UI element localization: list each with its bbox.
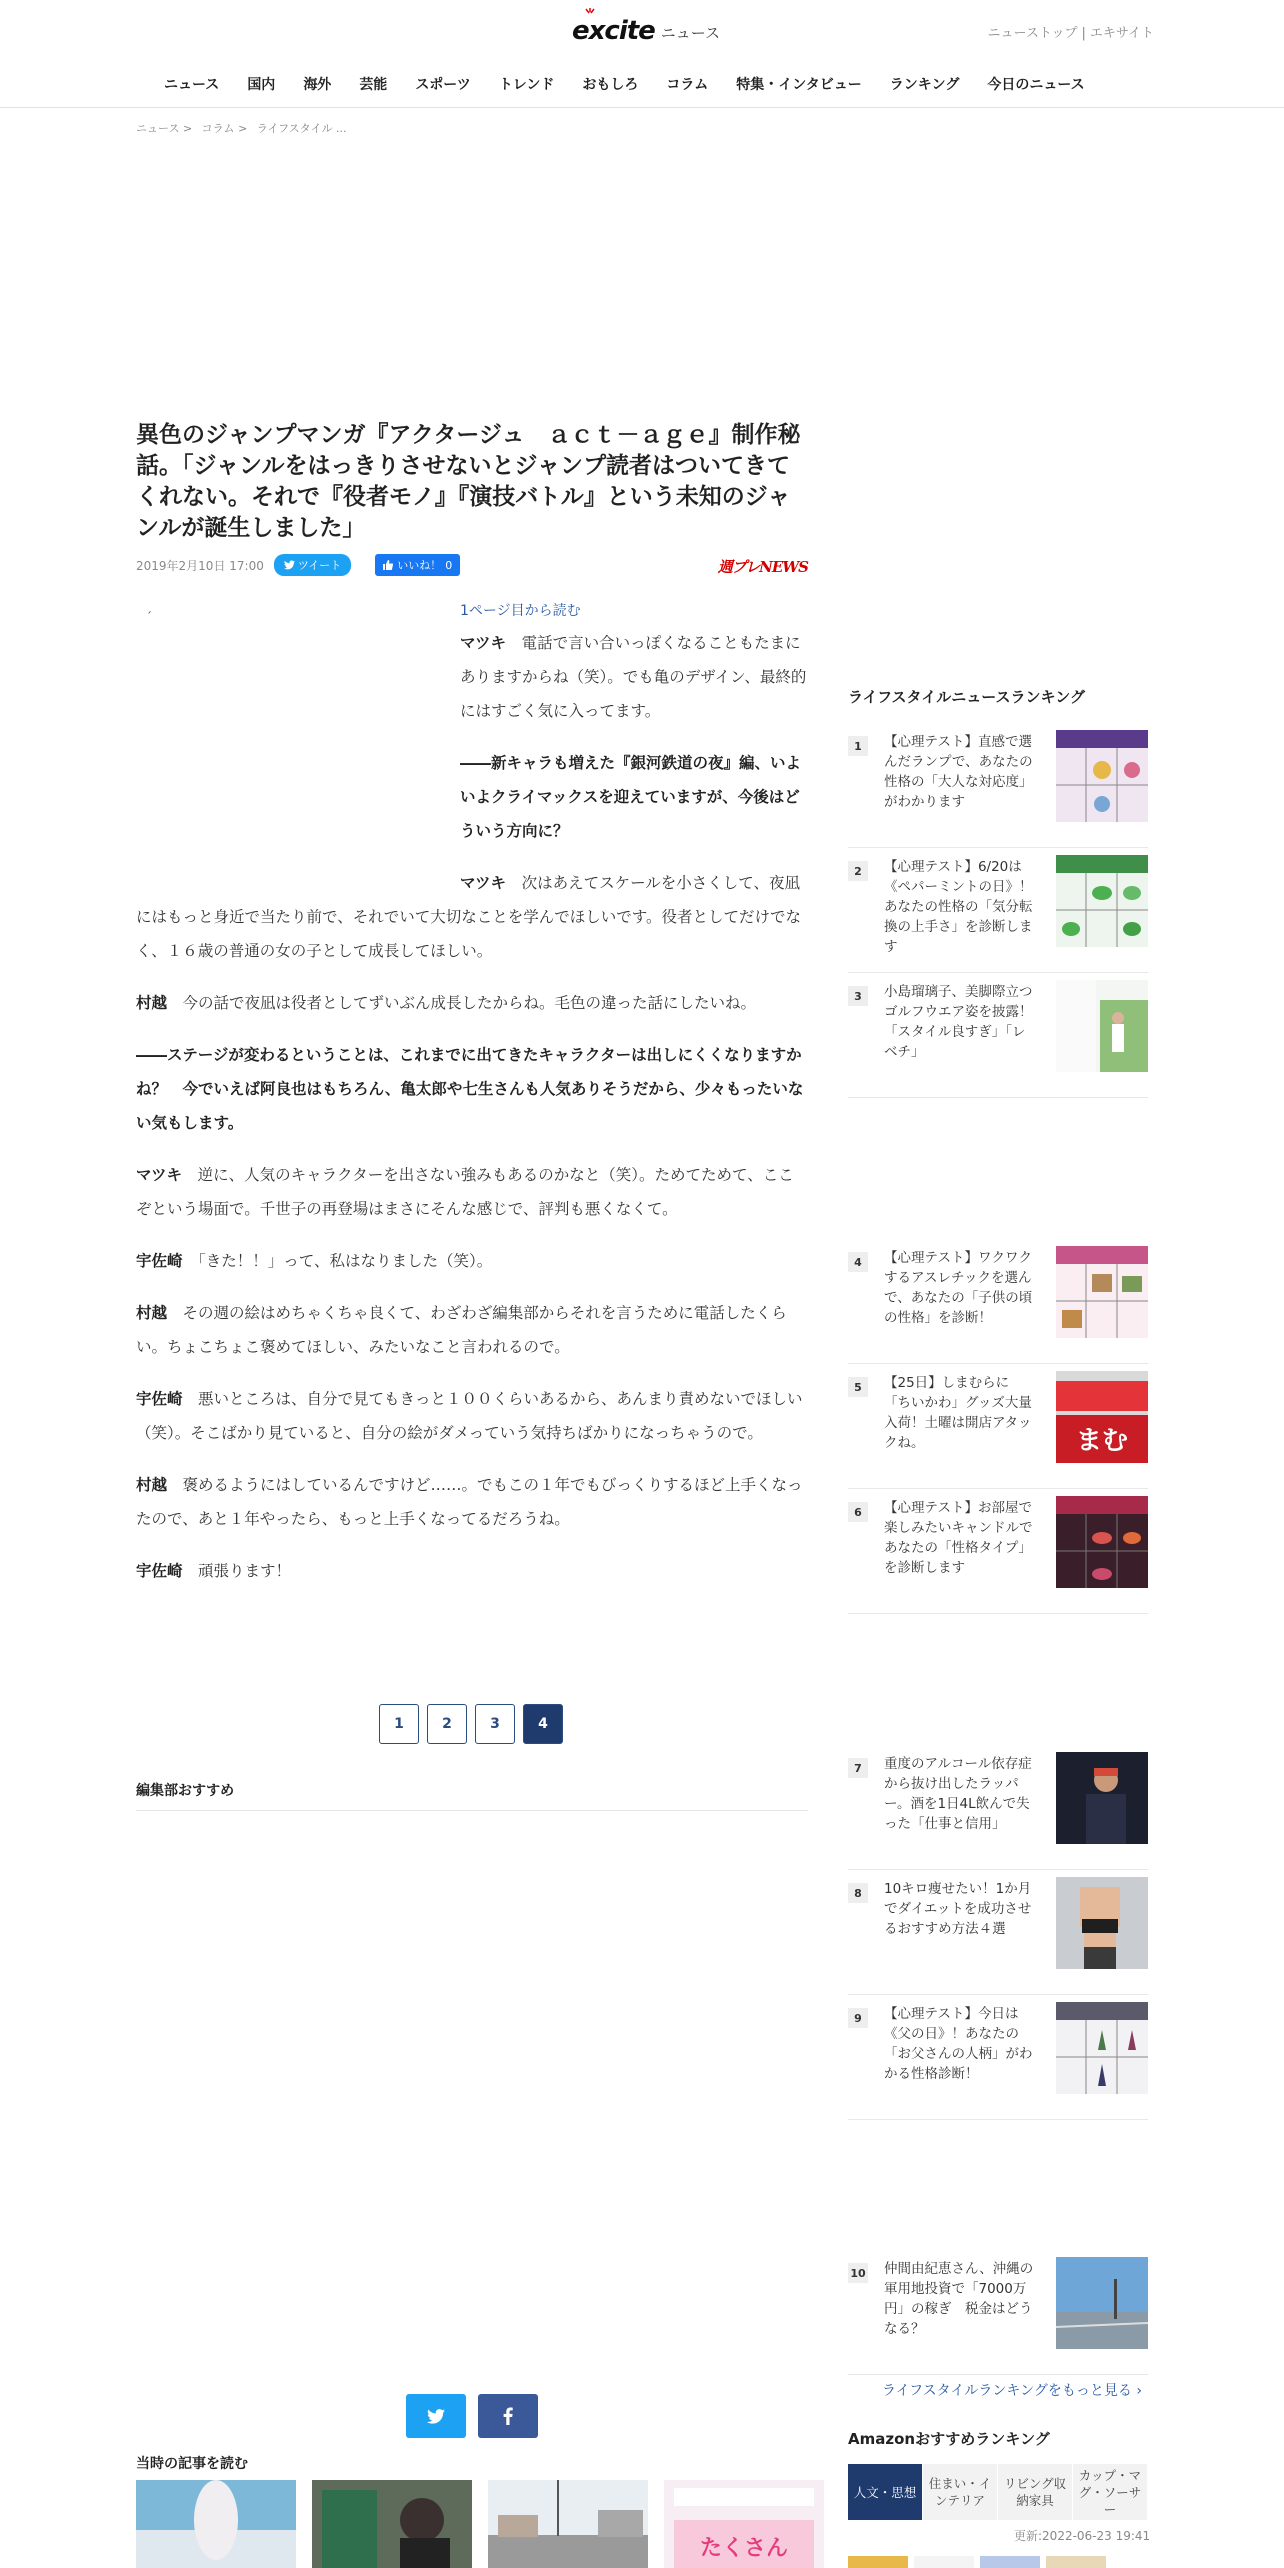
article-date: 2019年2月10日 17:00: [136, 558, 264, 573]
excite-link[interactable]: エキサイト: [1089, 26, 1154, 41]
editor-recommend-heading: 編集部おすすめ: [136, 1780, 808, 1811]
paragraph: [136, 1468, 808, 1536]
nav-international[interactable]: 海外: [303, 77, 332, 93]
tweet-button[interactable]: [274, 554, 351, 576]
rank-title: 小島瑠璃子、美脚際立つゴルフウエア姿を披露！「スタイル良すぎ」「レベチ」: [884, 984, 1033, 1060]
rank-title: 【心理テスト】今日は《父の日》！あなたの「お父さんの人柄」がわかる性格診断！: [884, 2006, 1033, 2082]
global-nav: [150, 74, 1099, 94]
tab-tableware[interactable]: カップ・マグ・ソーサー: [1073, 2464, 1148, 2520]
rank-thumbnail: [1056, 1246, 1148, 1338]
rank-number: 7: [848, 1758, 868, 1778]
past-article-thumb[interactable]: [664, 2480, 824, 2568]
svg-text:まむ: まむ: [1075, 1426, 1129, 1456]
amazon-item-thumb[interactable]: [1046, 2556, 1106, 2568]
ranking-item[interactable]: [848, 980, 1148, 1098]
rank-thumbnail: [1056, 2002, 1148, 2094]
twitter-icon: [427, 2409, 445, 2424]
speaker-name: 宇佐崎: [136, 1562, 183, 1580]
paragraph-text: 今の話で夜凪は役者としてずいぶん成長したからね。毛色の違った話にしたいね。: [182, 994, 757, 1012]
nav-ranking[interactable]: ランキング: [889, 77, 960, 93]
excite-logo[interactable]: [572, 16, 720, 46]
thumbs-up-icon: [383, 560, 393, 570]
tab-interior[interactable]: 住まい・インテリア: [923, 2464, 998, 2520]
rank-thumbnail: [1056, 855, 1148, 947]
breadcrumb-sep: >: [238, 122, 248, 135]
nav-sports[interactable]: スポーツ: [415, 77, 471, 93]
like-count: 0: [445, 558, 453, 572]
rank-thumbnail: [1056, 2257, 1148, 2349]
breadcrumb-ellipsis: ...: [335, 122, 347, 135]
logo-wordmark: [572, 16, 655, 46]
paragraph: [136, 1296, 808, 1364]
past-article-image: [312, 2480, 472, 2568]
paragraph-text: 悪いところは、自分で見てもきっと１００くらいあるから、あんまり責めないでほしい（笑）。そこばかり見ていると、自分の絵がダメっていう気持ちばかりになっちゃうので。: [136, 1390, 803, 1442]
nav-entertainment[interactable]: 芸能: [359, 77, 388, 93]
paragraph-text: 逆に、人気のキャラクターを出さない強みもあるのかなと（笑）。ためてためて、ここぞという場面で。千世子の再登場はまさにそんな感じで、評判も悪くなくて。: [136, 1166, 794, 1218]
rank-number: 9: [848, 2008, 868, 2028]
paragraph: [136, 986, 808, 1020]
ranking-item[interactable]: [848, 2257, 1148, 2375]
nav-trend[interactable]: トレンド: [498, 77, 555, 93]
svg-text:たくさん: たくさん: [699, 2536, 789, 2561]
like-label: いいね！: [397, 559, 442, 572]
speaker-name: 村越: [136, 1476, 168, 1494]
breadcrumb: [136, 120, 352, 136]
speaker-name: マツキ: [460, 874, 507, 892]
past-article-image: [136, 2480, 296, 2568]
rank-title: 【心理テスト】直感で選んだランプで、あなたの性格の「大人な対応度」がわかります: [884, 734, 1033, 810]
speaker-name: 村越: [136, 1304, 168, 1322]
paragraph-text: その週の絵はめちゃくちゃ良くて、わざわざ編集部からそれを言うために電話したくらい。ちょこちょこ褒めてほしい、みたいなこと言われるので。: [136, 1304, 787, 1356]
paragraph: [136, 866, 808, 968]
twitter-icon: [284, 560, 295, 570]
paragraph: [136, 1382, 808, 1450]
past-article-thumb[interactable]: [488, 2480, 648, 2568]
ranking-item[interactable]: [848, 1496, 1148, 1614]
ranking-item[interactable]: [848, 1877, 1148, 1995]
ranking-item[interactable]: [848, 1246, 1148, 1364]
share-facebook-button[interactable]: [478, 2394, 538, 2438]
ranking-item[interactable]: [848, 1752, 1148, 1870]
rank-thumbnail: [1056, 1752, 1148, 1844]
amazon-ranking-heading: Amazonおすすめランキング: [848, 2430, 1050, 2448]
rank-thumbnail: [1056, 1877, 1148, 1969]
tweet-label: ツイート: [297, 559, 342, 572]
question-paragraph: ――ステージが変わるということは、これまでに出てきたキャラクターは出しにくくなりますかね？ 今でいえば阿良也はもちろん、亀太郎や七生さんも人気ありそうだから、少々もったいない気もします。: [136, 1046, 804, 1132]
nav-today[interactable]: 今日のニュース: [987, 77, 1085, 93]
speaker-name: マツキ: [460, 634, 507, 652]
amazon-items-row: [848, 2556, 1106, 2568]
article-meta: [136, 554, 808, 576]
page-2-button[interactable]: 2: [427, 1704, 467, 1744]
ranking-item[interactable]: [848, 1371, 1148, 1489]
page-4-button[interactable]: 4: [523, 1704, 563, 1744]
breadcrumb-column[interactable]: コラム: [201, 122, 235, 135]
share-twitter-button[interactable]: [406, 2394, 466, 2438]
logo-suffix: ニュース: [660, 24, 721, 42]
source-logo[interactable]: 週プレNEWS: [717, 558, 808, 576]
chevron-right-icon: ›: [1136, 2383, 1142, 2399]
rank-title: 仲間由紀恵さん、沖縄の軍用地投資で「7000万円」の稼ぎ 税金はどうなる？: [884, 2261, 1034, 2337]
rank-number: 10: [848, 2263, 868, 2283]
pagination: [379, 1704, 563, 1744]
share-buttons: [406, 2394, 538, 2438]
paragraph: [136, 1554, 808, 1588]
article-body: [136, 600, 808, 1606]
speaker-name: マツキ: [136, 1166, 183, 1184]
rank-number: 8: [848, 1883, 868, 1903]
ranking-item[interactable]: [848, 855, 1148, 973]
past-article-thumb[interactable]: [312, 2480, 472, 2568]
paragraph: [136, 1244, 808, 1278]
rank-title: 10キロ痩せたい！1か月でダイエットを成功させるおすすめ方法４選: [884, 1881, 1032, 1937]
past-article-image: [488, 2480, 648, 2568]
ranking-heading: ライフスタイルニュースランキング: [848, 688, 1086, 706]
nav-column[interactable]: コラム: [666, 77, 709, 93]
amazon-item-thumb[interactable]: [848, 2556, 908, 2568]
paragraph-text: 頑張ります！: [198, 1562, 292, 1580]
rank-title: 重度のアルコール依存症から抜け出したラッパー。酒を1日4L飲んで失った「仕事と信用」: [884, 1756, 1032, 1832]
page-3-button[interactable]: 3: [475, 1704, 515, 1744]
read-from-first-page-link[interactable]: 1ページ目から読む: [460, 603, 581, 619]
rank-number: 1: [848, 736, 868, 756]
article-title: 異色のジャンプマンガ『アクタージュ ａｃｔ－ａｇｅ』制作秘話。「ジャンルをはっきりさせないとジャンプ読者はついてきてくれない。それで『役者モノ』『演技バトル』という未知のジャンルが誕生しました」: [136, 422, 801, 541]
divider: |: [1081, 26, 1086, 41]
rank-number: 4: [848, 1252, 868, 1272]
past-articles-row: [136, 2480, 824, 2568]
speaker-name: 宇佐崎: [136, 1252, 183, 1270]
amazon-item-thumb[interactable]: [980, 2556, 1040, 2568]
rank-number: 6: [848, 1502, 868, 1522]
news-top-link[interactable]: ニューストップ: [987, 26, 1078, 41]
top-links: [988, 22, 1154, 41]
past-article-thumb[interactable]: [136, 2480, 296, 2568]
paragraph-text: 「きた！！」って、私はなりました（笑）。: [198, 1252, 493, 1270]
rank-thumbnail: [1056, 730, 1148, 822]
rank-number: 2: [848, 861, 868, 881]
rank-title: 【心理テスト】ワクワクするアスレチックを選んで、あなたの「子供の頃の性格」を診断！: [884, 1250, 1033, 1326]
ranking-more-label: ライフスタイルランキングをもっと見る: [882, 2383, 1132, 2399]
nav-domestic[interactable]: 国内: [247, 77, 276, 93]
ranking-more-link[interactable]: [882, 2380, 1142, 2400]
rank-number: 3: [848, 986, 868, 1006]
article-image[interactable]: [136, 600, 448, 880]
rank-thumbnail: [1056, 1371, 1148, 1463]
paragraph-text: 次はあえてスケールを小さくして、夜凪にはもっと身近で当たり前で、それでいて大切なことを学んでほしいです。役者としてだけでなく、１６歳の普通の女の子として成長してほしい。: [136, 874, 801, 960]
facebook-icon: [503, 2407, 513, 2425]
image-mark: ´: [146, 610, 152, 624]
paragraph: [136, 1158, 808, 1226]
rank-title: 【心理テスト】お部屋で楽しみたいキャンドルであなたの「性格タイプ」を診断します: [884, 1500, 1033, 1576]
question-paragraph: ――新キャラも増えた『銀河鉄道の夜』編、いよいよクライマックスを迎えていますが、今後はどういう方向に？: [460, 754, 802, 840]
nav-news[interactable]: ニュース: [164, 77, 220, 93]
rank-number: 5: [848, 1377, 868, 1397]
amazon-item-thumb[interactable]: [914, 2556, 974, 2568]
logo-spark-icon: [584, 8, 596, 18]
paragraph-text: 電話で言い合いっぽくなることもたまにありますからね（笑）。でも亀のデザイン、最終的にはすごく気に入ってます。: [460, 634, 807, 720]
amazon-tabs: [848, 2464, 1148, 2520]
breadcrumb-news[interactable]: ニュース: [136, 122, 180, 135]
updated-timestamp: 更新:2022-06-23 19:41: [1014, 2529, 1151, 2543]
ranking-item[interactable]: [848, 2002, 1148, 2120]
nav-feature[interactable]: 特集・インタビュー: [736, 77, 862, 93]
tab-humanities[interactable]: 人文・思想: [848, 2464, 923, 2520]
breadcrumb-sep: >: [182, 122, 193, 135]
tab-furniture[interactable]: リビング収納家具: [998, 2464, 1073, 2520]
rank-thumbnail: [1056, 980, 1148, 1072]
rank-title: 【心理テスト】6/20は《ペパーミントの日》！あなたの性格の「気分転換の上手さ」を診断します: [884, 859, 1033, 955]
page-1-button[interactable]: 1: [379, 1704, 419, 1744]
logo-text: excite: [572, 16, 655, 46]
past-article-image: [664, 2480, 824, 2568]
ranking-item[interactable]: [848, 730, 1148, 848]
speaker-name: 村越: [136, 994, 168, 1012]
paragraph-text: 褒めるようにはしているんですけど……。でもこの１年でもびっくりするほど上手くなったので、あと１年やったら、もっと上手くなってるだろうね。: [136, 1476, 803, 1528]
nav-funny[interactable]: おもしろ: [582, 77, 639, 93]
breadcrumb-lifestyle[interactable]: ライフスタイル: [256, 122, 333, 135]
past-articles-heading: 当時の記事を読む: [136, 2456, 248, 2472]
speaker-name: 宇佐崎: [136, 1390, 183, 1408]
rank-title: 【25日】しまむらに「ちいかわ」グッズ大量入荷！土曜は開店アタックね。: [884, 1375, 1032, 1451]
rank-thumbnail: [1056, 1496, 1148, 1588]
site-header: [0, 0, 1284, 108]
like-button[interactable]: [375, 554, 460, 576]
